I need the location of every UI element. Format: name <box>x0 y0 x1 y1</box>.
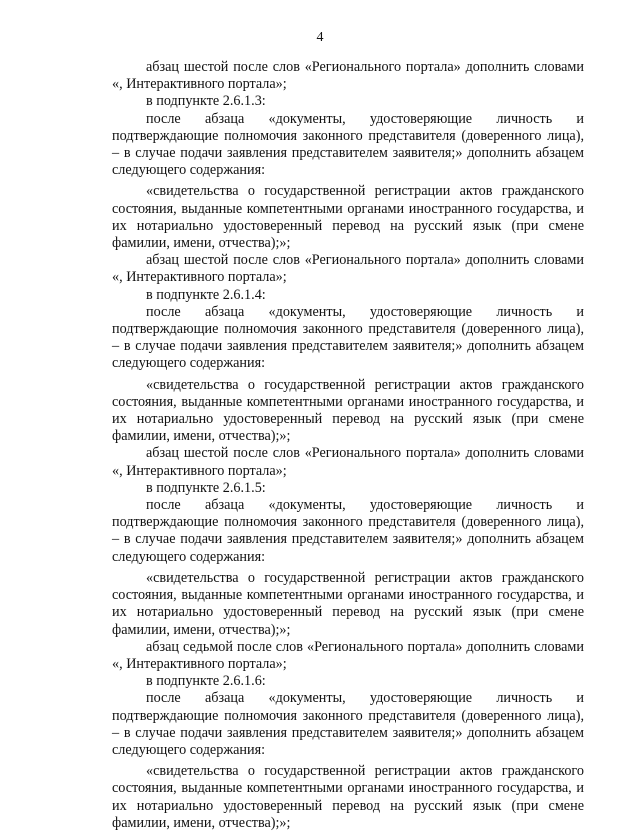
page-number: 4 <box>316 30 324 45</box>
document-body <box>112 59 584 832</box>
paragraph-quote-b: «свидетельства о государственной регистрации актов гражданского состояния, выданные компетентными органами иностранного государства, и их нотариально удостоверенный перевод на русский язык (при смене фамилии, имени, отчества);»; <box>112 376 584 445</box>
paragraph-subitem-2-6-1-5: в подпункте 2.6.1.5: <box>146 479 266 496</box>
paragraph-quote-c: «свидетельства о государственной регистрации актов гражданского состояния, выданные компетентными органами иностранного государства, и их нотариально удостоверенный перевод на русский язык (при смене фамилии, имени, отчества);»; <box>112 569 584 638</box>
paragraph-quote-a: «свидетельства о государственной регистрации актов гражданского состояния, выданные компетентными органами иностранного государства, и их нотариально удостоверенный перевод на русский язык (при смене фамилии, имени, отчества);»; <box>112 183 584 252</box>
paragraph-amend-abzac-6-b: абзац шестой после слов «Регионального портала» дополнить словами «, Интерактивного портала»; <box>112 252 584 286</box>
paragraph-after-abzac-b: после абзаца «документы, удостоверяющие личность и подтверждающие полномочия законного представителя (доверенного лица), – в случае подачи заявления представителем заявителя;» дополнить абзацем следующего содержания: <box>112 303 584 372</box>
paragraph-quote-d: «свидетельства о государственной регистрации актов гражданского состояния, выданные компетентными органами иностранного государства, и их нотариально удостоверенный перевод на русский язык (при смене фамилии, имени, отчества);»; <box>112 763 584 831</box>
paragraph-subitem-2-6-1-6: в подпункте 2.6.1.6: <box>146 673 266 690</box>
paragraph-amend-abzac-7: абзац седьмой после слов «Регионального портала» дополнить словами «, Интерактивного портала»; <box>112 638 584 672</box>
paragraph-amend-abzac-6-c: абзац шестой после слов «Регионального портала» дополнить словами «, Интерактивного портала»; <box>112 445 584 479</box>
paragraph-amend-abzac-6-a: абзац шестой после слов «Регионального портала» дополнить словами «, Интерактивного портала»; <box>112 59 584 93</box>
paragraph-after-abzac-c: после абзаца «документы, удостоверяющие личность и подтверждающие полномочия законного представителя (доверенного лица), – в случае подачи заявления представителем заявителя;» дополнить абзацем следующего содержания: <box>112 497 584 565</box>
paragraph-after-abzac-a: после абзаца «документы, удостоверяющие личность и подтверждающие полномочия законного представителя (доверенного лица), – в случае подачи заявления представителем заявителя;» дополнить абзацем следующего содержания: <box>112 110 584 179</box>
paragraph-subitem-2-6-1-4: в подпункте 2.6.1.4: <box>146 286 266 303</box>
paragraph-after-abzac-d: после абзаца «документы, удостоверяющие личность и подтверждающие полномочия законного представителя (доверенного лица), – в случае подачи заявления представителем заявителя;» дополнить абзацем следующего содержания: <box>112 690 584 758</box>
paragraph-subitem-2-6-1-3: в подпункте 2.6.1.3: <box>146 93 266 110</box>
